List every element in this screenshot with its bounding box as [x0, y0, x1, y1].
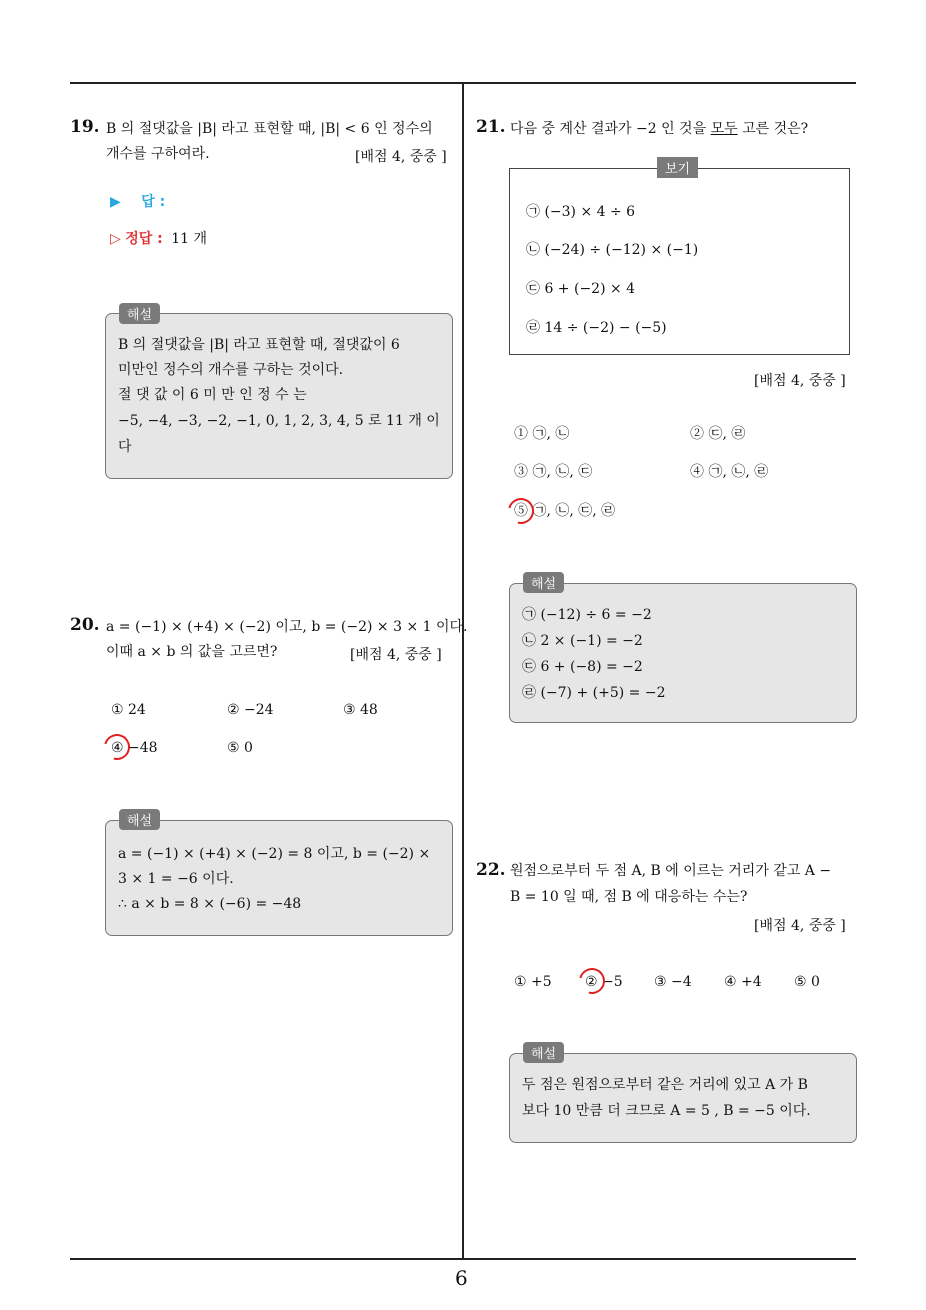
q19-answer-row	[110, 191, 165, 211]
q22-expl-line2: 보다 10 만큼 더 크므로 A = 5 , B = −5 이다.	[522, 1103, 811, 1119]
q21-bogi-item-3: ㉢ 6 + (−2) × 4	[526, 281, 636, 297]
q19-expl-line2: 미만인 정수의 개수를 구하는 것이다.	[118, 362, 344, 378]
q22-number: 22.	[476, 860, 506, 880]
q22-explanation-tag: 해설	[523, 1042, 564, 1063]
q19-expl-line1: B 의 절댓값을 |B| 라고 표현할 때, 절댓값이 6	[118, 337, 400, 353]
q21-choice-2[interactable]: ② ㉢, ㉣	[690, 426, 746, 442]
q21-bogi-item-2: ㉡ (−24) ÷ (−12) × (−1)	[526, 242, 699, 258]
q21-choice-3[interactable]: ③ ㉠, ㉡, ㉢	[514, 464, 593, 480]
q21-bogi-tag: 보기	[657, 157, 698, 178]
q20-choice-4[interactable]: ④ −48	[111, 740, 158, 756]
q21-expl-line3: ㉢ 6 + (−8) = −2	[522, 659, 643, 675]
q22-explanation-box	[509, 1053, 857, 1143]
q21-text	[510, 118, 808, 140]
q19-number: 19.	[70, 117, 100, 137]
correct-value: 11 개	[171, 231, 208, 247]
q21-choice-4[interactable]: ④ ㉠, ㉡, ㉣	[690, 464, 769, 480]
q20-text-line2: 이때 a × b 의 값을 고르면?	[106, 644, 278, 660]
q22-expl-line1: 두 점은 원점으로부터 같은 거리에 있고 A 가 B	[522, 1077, 808, 1093]
q20-choice-1[interactable]: ① 24	[111, 702, 146, 718]
correct-label: 정답 :	[125, 231, 163, 247]
q21-text-underlined: 모두	[710, 121, 738, 137]
q20-choice-5[interactable]: ⑤ 0	[227, 740, 253, 756]
answer-label: 답 :	[141, 194, 166, 210]
q19-expl-line3: 절 댓 값 이 6 미 만 인 정 수 는	[118, 387, 307, 403]
q19-correct-row	[110, 228, 207, 248]
q21-explanation-tag: 해설	[523, 572, 564, 593]
q21-expl-line1: ㉠ (−12) ÷ 6 = −2	[522, 607, 652, 623]
q21-bogi-item-4: ㉣ 14 ÷ (−2) − (−5)	[526, 320, 667, 336]
q20-explanation-tag: 해설	[119, 809, 160, 830]
q21-choice-5[interactable]: ⑤ ㉠, ㉡, ㉢, ㉣	[514, 503, 616, 519]
q21-score: [배점 4, 중중 ]	[754, 373, 846, 389]
q20-text-line1: a = (−1) × (+4) × (−2) 이고, b = (−2) × 3 × 1 이다.	[106, 619, 468, 635]
outline-play-icon: ▷	[110, 231, 121, 247]
q22-choice-3[interactable]: ③ −4	[654, 974, 692, 990]
q20-expl-line1: a = (−1) × (+4) × (−2) = 8 이고, b = (−2) ×	[118, 846, 431, 862]
q22-choice-4[interactable]: ④ +4	[724, 974, 762, 990]
play-icon: ▶	[110, 194, 121, 210]
q19-text-line1: B 의 절댓값을 |B| 라고 표현할 때, |B| < 6 인 정수의	[106, 121, 433, 137]
q19-score: [배점 4, 중중 ]	[355, 149, 447, 165]
column-divider	[462, 82, 464, 1260]
q21-bogi-item-1: ㉠ (−3) × 4 ÷ 6	[526, 204, 636, 220]
q19-text-line2: 개수를 구하여라.	[106, 146, 210, 162]
q20-number: 20.	[70, 615, 100, 635]
q19-expl-line5: 다	[118, 439, 132, 455]
q21-answer-circle	[503, 493, 539, 529]
q20-expl-line3: ∴ a × b = 8 × (−6) = −48	[118, 896, 302, 912]
q22-choice-2[interactable]: ② −5	[585, 974, 623, 990]
q20-answer-circle	[99, 729, 135, 765]
q19-explanation-tag: 해설	[119, 303, 160, 324]
q21-number: 21.	[476, 117, 506, 137]
q21-expl-line2: ㉡ 2 × (−1) = −2	[522, 633, 643, 649]
q19-expl-line4: −5, −4, −3, −2, −1, 0, 1, 2, 3, 4, 5 로 11 개 이	[118, 413, 440, 429]
q22-choice-5[interactable]: ⑤ 0	[794, 974, 820, 990]
q22-score: [배점 4, 중중 ]	[754, 918, 846, 934]
q20-expl-line2: 3 × 1 = −6 이다.	[118, 871, 234, 887]
q22-answer-circle	[574, 963, 610, 999]
q21-text-prefix: 다음 중 계산 결과가 −2 인 것을	[510, 121, 711, 137]
q21-text-suffix: 고른 것은?	[737, 121, 809, 137]
q21-choice-1[interactable]: ① ㉠, ㉡	[514, 426, 570, 442]
q20-choice-2[interactable]: ② −24	[227, 702, 274, 718]
q21-expl-line4: ㉣ (−7) + (+5) = −2	[522, 685, 666, 701]
q20-score: [배점 4, 중중 ]	[350, 647, 442, 663]
q22-text-line1: 원점으로부터 두 점 A, B 에 이르는 거리가 같고 A −	[510, 863, 832, 879]
q22-text-line2: B = 10 일 때, 점 B 에 대응하는 수는?	[510, 889, 748, 905]
q22-choice-1[interactable]: ① +5	[514, 974, 552, 990]
q20-choice-3[interactable]: ③ 48	[343, 702, 378, 718]
bottom-rule	[70, 1258, 856, 1260]
page-number: 6	[455, 1266, 468, 1290]
